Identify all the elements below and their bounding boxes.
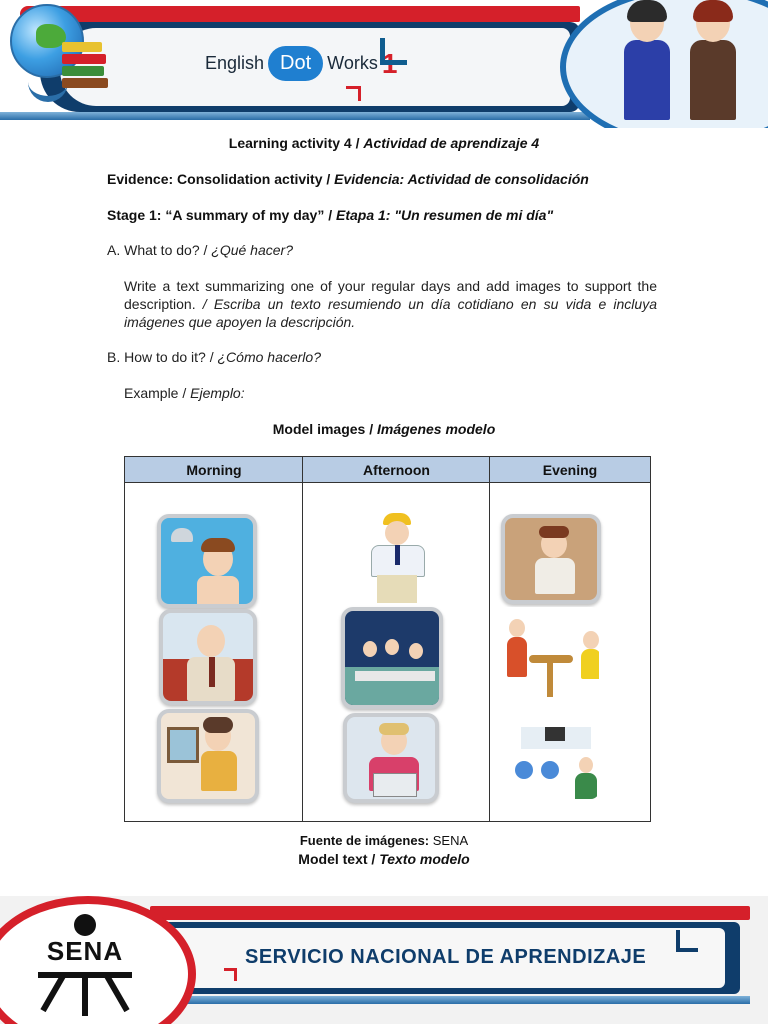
- evidence-heading: Evidence: Consolidation activity / Evidencia: Actividad de consolidación: [107, 171, 589, 187]
- model-text-caption: Model text / Texto modelo: [298, 851, 470, 867]
- sena-logo-text: SENA: [46, 936, 124, 966]
- header-evening: Evening: [490, 457, 650, 483]
- footer-red-band: [150, 906, 750, 920]
- header-morning: Morning: [125, 457, 303, 483]
- arrow-icon: [676, 930, 698, 952]
- girl-illustration: [624, 4, 670, 124]
- model-images-caption: Model images / Imágenes modelo: [272, 421, 496, 437]
- restaurant-image: [341, 607, 443, 709]
- computer-work-image: [343, 713, 439, 803]
- dining-table-image: [495, 607, 603, 709]
- footer-light-strip: [150, 996, 750, 1004]
- header-afternoon: Afternoon: [303, 457, 490, 483]
- engineer-image: [339, 507, 443, 607]
- model-images-table: [124, 456, 651, 822]
- books-icon: [62, 42, 108, 98]
- image-source-caption: Fuente de imágenes: SENA: [299, 833, 469, 848]
- english-dot-works-logo: [205, 46, 397, 81]
- relaxing-image: [501, 514, 601, 604]
- header-light-strip: [0, 112, 590, 120]
- mirror-image: [157, 709, 259, 803]
- arrow-icon: [380, 38, 407, 65]
- arrow-small-icon: [346, 86, 361, 101]
- what-to-do-label: A. What to do? / ¿Qué hacer?: [107, 242, 293, 258]
- example-label: Example / Ejemplo:: [124, 385, 245, 401]
- footer-banner: [0, 896, 768, 1024]
- sena-logo: [30, 914, 140, 1014]
- header-banner: [0, 0, 768, 128]
- boy-illustration: [690, 4, 736, 124]
- logo-number: 1: [381, 47, 398, 79]
- living-room-image: [497, 713, 603, 803]
- logo-word-works: Works: [327, 53, 378, 73]
- header-red-band: [20, 6, 580, 22]
- logo-word-dot: Dot: [268, 46, 323, 81]
- how-to-do-label: B. How to do it? / ¿Cómo hacerlo?: [107, 349, 321, 365]
- stage-heading: Stage 1: “A summary of my day” / Etapa 1: "Un resumen de mi día": [107, 207, 554, 223]
- footer-title: SERVICIO NACIONAL DE APRENDIZAJE: [245, 946, 647, 968]
- office-phone-image: [159, 609, 257, 705]
- shower-image: [157, 514, 257, 608]
- instructions-paragraph: Write a text summarizing one of your regular days and add images to support the description. / Escriba un texto resumiendo un día cotidiano en su vida e incluya imágenes que apoyen la descripción.: [124, 278, 657, 330]
- logo-word-english: English: [205, 53, 265, 73]
- arrow-small-icon: [224, 968, 237, 981]
- activity-title: Learning activity 4 / Actividad de aprendizaje 4: [228, 135, 540, 151]
- sena-head-icon: [74, 914, 96, 936]
